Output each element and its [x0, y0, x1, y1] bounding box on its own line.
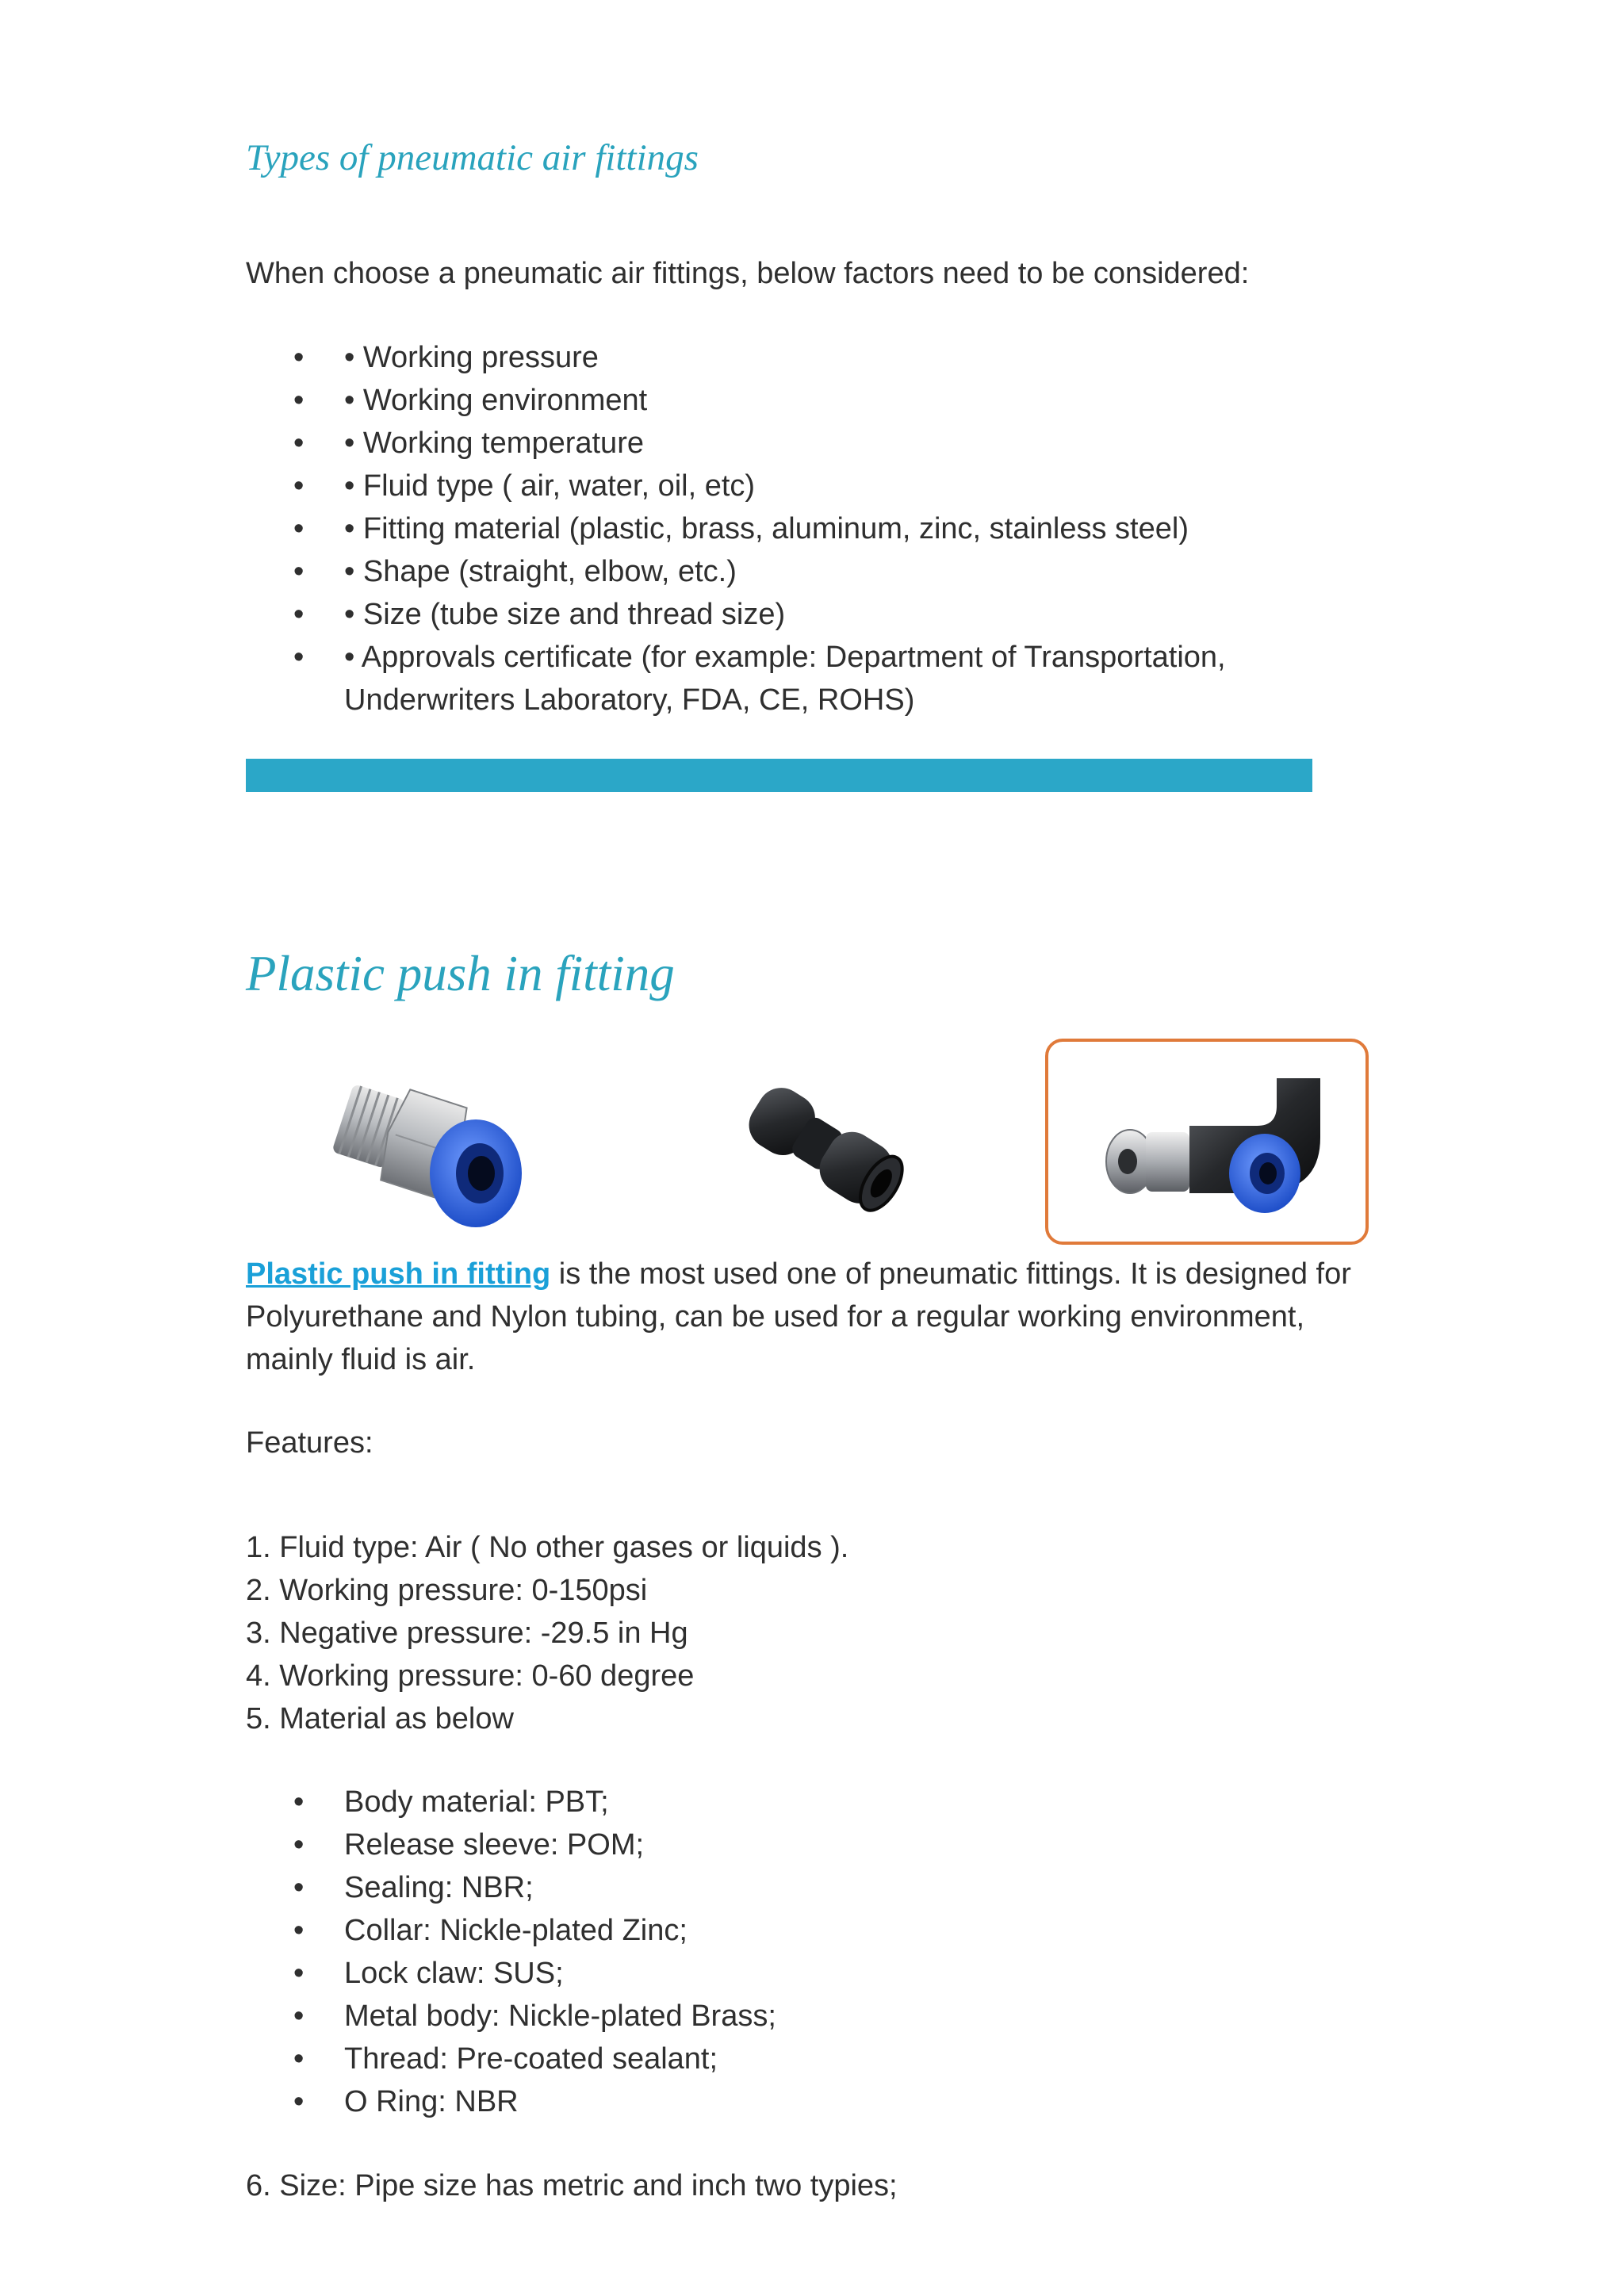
list-item: 5. Material as below	[246, 1702, 514, 1735]
list-item	[246, 2038, 776, 2080]
list-item	[246, 379, 1356, 422]
list-item	[246, 2080, 776, 2123]
straight-male-fitting-icon[interactable]	[313, 1054, 543, 1245]
list-item-text: Thread: Pre-coated sealant;	[344, 2042, 718, 2076]
list-item: 1. Fluid type: Air ( No other gases or liquids ).	[246, 1531, 849, 1564]
bullet-icon: •	[293, 641, 304, 674]
list-item	[246, 465, 1356, 507]
bullet-icon: •	[293, 555, 304, 588]
bullet-icon: •	[293, 598, 304, 631]
list-item	[246, 1909, 776, 1952]
materials-list	[246, 1781, 776, 2123]
bullet-icon: •	[293, 427, 304, 460]
list-item	[246, 593, 1356, 636]
list-item	[246, 1823, 776, 1866]
list-item-text: Body material: PBT;	[344, 1785, 609, 1819]
male-elbow-fitting-icon[interactable]	[1078, 1062, 1340, 1229]
bullet-icon: •	[293, 341, 304, 374]
bullet-icon: •	[293, 1914, 304, 1947]
list-item-text: Collar: Nickle-plated Zinc;	[344, 1914, 688, 1947]
factors-list	[246, 336, 1356, 721]
bullet-icon: •	[293, 512, 304, 545]
bullet-icon: •	[293, 1999, 304, 2033]
list-item: 2. Working pressure: 0-150psi	[246, 1574, 648, 1607]
list-item-text: • Working environment	[344, 384, 648, 417]
list-item	[246, 636, 1356, 721]
plastic-heading: Plastic push in fitting	[246, 946, 675, 1001]
list-item-text: O Ring: NBR	[344, 2085, 519, 2118]
features-label: Features:	[246, 1426, 373, 1460]
types-heading: Types of pneumatic air fittings	[246, 137, 699, 178]
list-item	[246, 336, 1356, 379]
union-straight-fitting-icon[interactable]	[730, 1066, 912, 1225]
list-item-text: Metal body: Nickle-plated Brass;	[344, 1999, 776, 2033]
bullet-icon: •	[293, 2085, 304, 2118]
bullet-icon: •	[293, 1957, 304, 1990]
list-item	[246, 1866, 776, 1909]
list-item	[246, 1995, 776, 2038]
size-text: 6. Size: Pipe size has metric and inch two typies;	[246, 2169, 898, 2202]
plastic-push-in-fitting-link[interactable]: Plastic push in fitting	[246, 1257, 551, 1291]
section-divider	[246, 759, 1312, 792]
list-item	[246, 550, 1356, 593]
bullet-icon: •	[293, 469, 304, 503]
bullet-icon: •	[293, 1871, 304, 1904]
list-item-text: • Shape (straight, elbow, etc.)	[344, 555, 737, 588]
intro-paragraph	[246, 1253, 1372, 1381]
features-list	[246, 1526, 848, 1740]
list-item	[246, 422, 1356, 465]
list-item-text: • Working pressure	[344, 341, 599, 374]
list-item-text: Sealing: NBR;	[344, 1871, 534, 1904]
intro-text: When choose a pneumatic air fittings, below factors need to be considered:	[246, 257, 1250, 290]
bullet-icon: •	[293, 1785, 304, 1819]
paragraph-text: is the most used one of pneumatic fittings. It is designed for Polyurethane and Nylon tubing, can be used for a regular working environment, mainly fluid is air.	[246, 1257, 1351, 1376]
list-item: 4. Working pressure: 0-60 degree	[246, 1659, 695, 1693]
list-item-text: • Working temperature	[344, 427, 644, 460]
list-item-text: • Fitting material (plastic, brass, aluminum, zinc, stainless steel)	[344, 512, 1189, 545]
list-item: 3. Negative pressure: -29.5 in Hg	[246, 1617, 688, 1650]
list-item	[246, 1781, 776, 1823]
list-item-text: • Approvals certificate (for example: Department of Transportation, Underwriters Laboratory, FDA, CE, ROHS)	[344, 641, 1226, 717]
bullet-icon: •	[293, 384, 304, 417]
list-item	[246, 1952, 776, 1995]
bullet-icon: •	[293, 2042, 304, 2076]
list-item-text: • Fluid type ( air, water, oil, etc)	[344, 469, 756, 503]
list-item	[246, 507, 1356, 550]
bullet-icon: •	[293, 1828, 304, 1862]
list-item-text: Lock claw: SUS;	[344, 1957, 564, 1990]
list-item-text: Release sleeve: POM;	[344, 1828, 645, 1862]
list-item-text: • Size (tube size and thread size)	[344, 598, 786, 631]
